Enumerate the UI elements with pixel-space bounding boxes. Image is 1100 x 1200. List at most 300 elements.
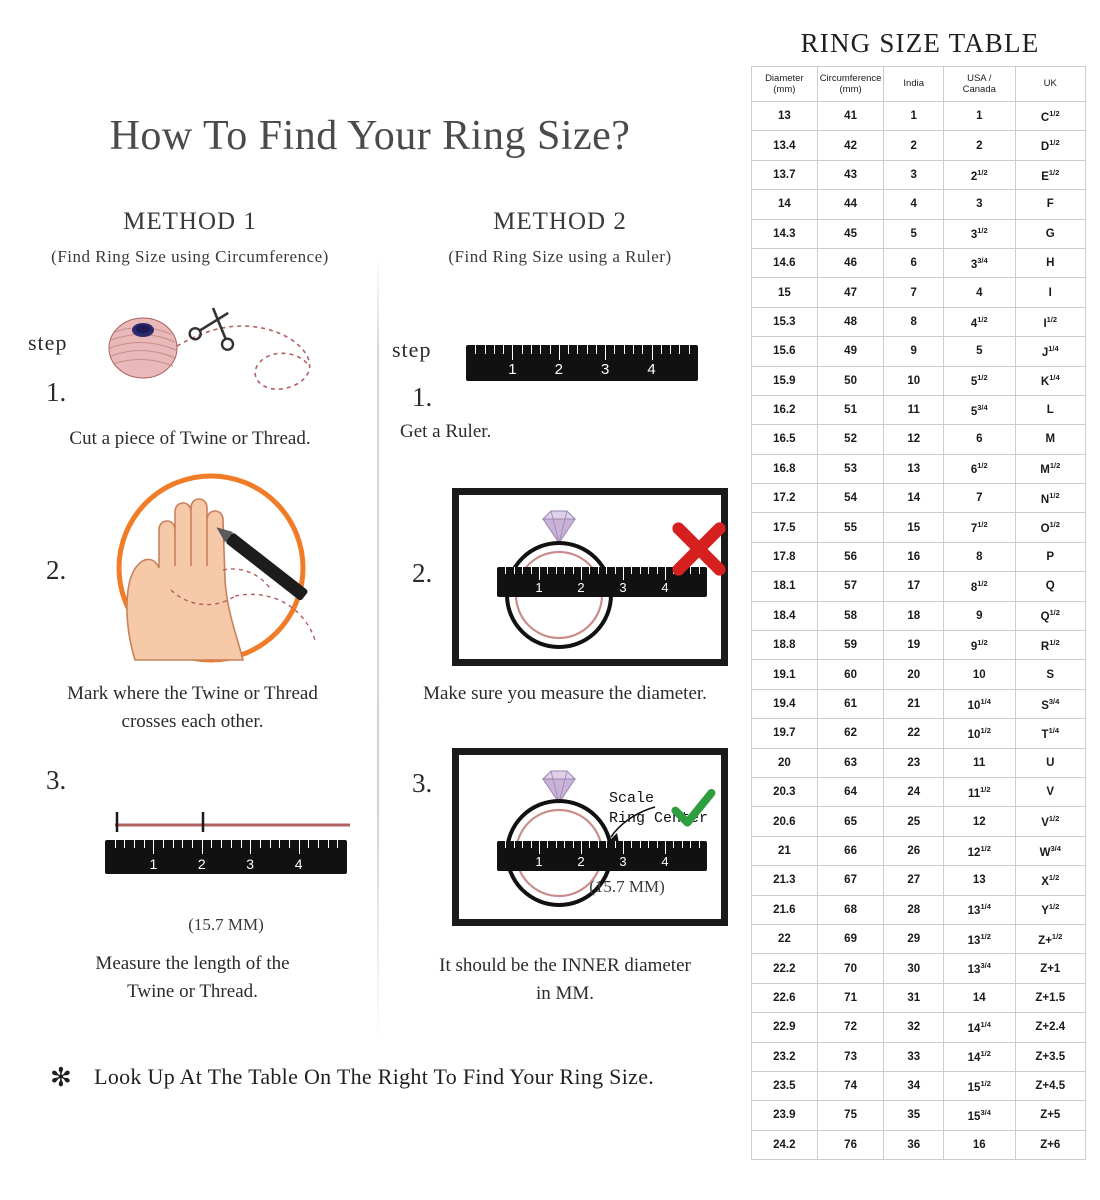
- ruler-tick: [153, 840, 154, 854]
- table-cell: 57: [817, 572, 884, 601]
- ruler-number: 3: [619, 579, 627, 595]
- table-row: [752, 1013, 1086, 1042]
- table-cell: 71: [817, 983, 884, 1012]
- table-cell: H: [1015, 248, 1085, 277]
- table-row: [752, 572, 1086, 601]
- table-cell: 6: [944, 425, 1016, 454]
- table-cell: $4^{1/2}$: [944, 307, 1016, 336]
- ruler-number: 1: [508, 361, 517, 379]
- table-cell: 22.9: [752, 1013, 818, 1042]
- table-cell: 18.8: [752, 631, 818, 660]
- ruler-tick: [690, 841, 691, 848]
- table-header-row: [752, 67, 1086, 102]
- table-cell: 74: [817, 1071, 884, 1100]
- ruler-number: 3: [246, 855, 255, 872]
- ruler-tick: [657, 567, 658, 574]
- table-cell: 8: [884, 307, 944, 336]
- ruler-tick: [652, 345, 653, 360]
- ruler-tick: [250, 840, 251, 854]
- table-cell: $10^{1/4}$: [944, 689, 1016, 718]
- ruler-tick: [682, 841, 683, 848]
- table-cell: 21: [884, 689, 944, 718]
- ruler-tick: [614, 345, 615, 354]
- method-1-step-word: step: [28, 330, 68, 355]
- ruler-tick: [581, 567, 582, 580]
- method-2-step-2-figure: [452, 488, 728, 666]
- ruler-tick: [615, 567, 616, 574]
- footnote-text: Look Up At The Table On The Right To Find Your Ring Size.: [94, 1064, 655, 1089]
- table-cell: 15: [752, 278, 818, 307]
- table-cell: 3: [884, 160, 944, 189]
- ruler-tick: [514, 567, 515, 574]
- method-1-step-3-line1: Measure the length of the: [95, 953, 290, 974]
- table-cell: 22.6: [752, 983, 818, 1012]
- ruler-number: 2: [577, 579, 585, 595]
- table-body: [752, 102, 1086, 1160]
- ruler-tick: [124, 840, 125, 848]
- table-cell: 10: [944, 660, 1016, 689]
- table-cell: 7: [884, 278, 944, 307]
- table-cell: 17: [884, 572, 944, 601]
- table-cell: 21.6: [752, 895, 818, 924]
- ruler-tick: [657, 841, 658, 848]
- ruler-tick: [648, 567, 649, 574]
- table-cell: 20.6: [752, 807, 818, 836]
- ruler-method-1-step-3: [105, 840, 347, 874]
- table-cell: 21: [752, 836, 818, 865]
- ruler-tick: [556, 841, 557, 848]
- ruler-tick: [522, 567, 523, 574]
- ruler-tick: [221, 840, 222, 848]
- table-cell: 20: [752, 748, 818, 777]
- ruler-tick: [615, 841, 616, 848]
- table-cell: 18.1: [752, 572, 818, 601]
- hand-measuring-illustration: [75, 470, 375, 670]
- footnote: [50, 1063, 740, 1093]
- ruler-tick: [673, 841, 674, 848]
- table-cell: 20.3: [752, 777, 818, 806]
- method-2-step-2-number: 2.: [412, 558, 433, 588]
- table-cell: 53: [817, 454, 884, 483]
- ruler-tick: [598, 841, 599, 848]
- table-cell: 19: [884, 631, 944, 660]
- ruler-number: 1: [535, 579, 543, 595]
- table-row: [752, 425, 1086, 454]
- table-row: [752, 513, 1086, 542]
- table-cell: 6: [884, 248, 944, 277]
- ruler-tick: [539, 567, 540, 580]
- table-cell: $Y^{1/2}$: [1015, 895, 1085, 924]
- table-column-header: India: [884, 67, 944, 102]
- ruler-tick: [115, 840, 116, 848]
- table-cell: 50: [817, 366, 884, 395]
- table-cell: 60: [817, 660, 884, 689]
- ruler-tick: [289, 840, 290, 848]
- table-cell: 4: [884, 190, 944, 219]
- table-cell: 66: [817, 836, 884, 865]
- ruler-tick: [665, 841, 666, 854]
- table-cell: 19.1: [752, 660, 818, 689]
- table-row: [752, 1101, 1086, 1130]
- table-cell: $3^{1/2}$: [944, 219, 1016, 248]
- table-cell: $O^{1/2}$: [1015, 513, 1085, 542]
- method-2-step-3-figure: [452, 748, 728, 926]
- table-cell: $3^{3/4}$: [944, 248, 1016, 277]
- table-row: [752, 102, 1086, 131]
- scale-label-line1: Scale: [609, 790, 655, 807]
- table-cell: 15.3: [752, 307, 818, 336]
- method-1-step-3-caption: [20, 950, 365, 1005]
- table-cell: 23.5: [752, 1071, 818, 1100]
- table-cell: 46: [817, 248, 884, 277]
- table-row: [752, 160, 1086, 189]
- table-cell: $11^{1/2}$: [944, 777, 1016, 806]
- table-cell: 48: [817, 307, 884, 336]
- ruler-tick: [606, 841, 607, 848]
- cross-mark-icon: [671, 521, 727, 577]
- table-cell: 13.7: [752, 160, 818, 189]
- method-2-step-1-number: 1.: [412, 382, 433, 412]
- ruler-tick: [631, 567, 632, 574]
- ruler-tick: [642, 345, 643, 354]
- table-cell: 68: [817, 895, 884, 924]
- ruler-tick: [505, 567, 506, 574]
- method-2-title: METHOD 2: [493, 208, 627, 235]
- table-cell: 33: [884, 1042, 944, 1071]
- gem-icon: [543, 771, 575, 803]
- table-cell: 15: [884, 513, 944, 542]
- ruler-tick: [503, 345, 504, 354]
- ruler-method-2-step-3: [497, 841, 707, 871]
- table-column-header: Circumference (mm): [817, 67, 884, 102]
- table-row: [752, 248, 1086, 277]
- table-cell: 1: [944, 102, 1016, 131]
- table-cell: 12: [944, 807, 1016, 836]
- ring-size-table-panel: [740, 0, 1100, 1200]
- table-column-header: Diameter (mm): [752, 67, 818, 102]
- method-1-measure-value: (15.7 MM): [188, 915, 264, 934]
- ruler-tick: [531, 567, 532, 574]
- table-cell: 17.8: [752, 542, 818, 571]
- table-cell: 47: [817, 278, 884, 307]
- ruler-number: 1: [149, 855, 158, 872]
- ruler-tick: [241, 840, 242, 848]
- ruler-tick: [531, 841, 532, 848]
- table-cell: $S^{3/4}$: [1015, 689, 1085, 718]
- ruler-tick: [475, 345, 476, 354]
- table-row: [752, 719, 1086, 748]
- table-cell: Z+5: [1015, 1101, 1085, 1130]
- table-cell: 32: [884, 1013, 944, 1042]
- table-cell: $E^{1/2}$: [1015, 160, 1085, 189]
- table-cell: 16.5: [752, 425, 818, 454]
- ruler-tick: [577, 345, 578, 354]
- table-cell: 51: [817, 395, 884, 424]
- ruler-number: 4: [661, 579, 669, 595]
- table-cell: $13^{3/4}$: [944, 954, 1016, 983]
- table-cell: 34: [884, 1071, 944, 1100]
- table-cell: 65: [817, 807, 884, 836]
- method-1-step-2-caption: [20, 680, 365, 735]
- asterisk-icon: ✻: [50, 1063, 73, 1092]
- method-2-header: [380, 208, 740, 267]
- table-cell: 15.6: [752, 337, 818, 366]
- table-cell: $15^{3/4}$: [944, 1101, 1016, 1130]
- table-cell: 13: [884, 454, 944, 483]
- table-cell: Z+6: [1015, 1130, 1085, 1159]
- table-cell: 17.5: [752, 513, 818, 542]
- table-cell: 1: [884, 102, 944, 131]
- table-row: [752, 366, 1086, 395]
- ruler-tick: [689, 345, 690, 354]
- ruler-tick: [231, 840, 232, 848]
- table-cell: 20: [884, 660, 944, 689]
- ruler-tick: [581, 841, 582, 854]
- table-cell: 11: [884, 395, 944, 424]
- table-cell: $7^{1/2}$: [944, 513, 1016, 542]
- table-cell: $2^{1/2}$: [944, 160, 1016, 189]
- table-cell: $12^{1/2}$: [944, 836, 1016, 865]
- table-cell: 61: [817, 689, 884, 718]
- table-cell: 45: [817, 219, 884, 248]
- table-cell: 54: [817, 484, 884, 513]
- ruler-tick: [270, 840, 271, 848]
- ruler-tick: [559, 345, 560, 360]
- method-1-step-2-number: 2.: [46, 555, 67, 585]
- ruler-tick: [514, 841, 515, 848]
- table-cell: $X^{1/2}$: [1015, 866, 1085, 895]
- method-1-step-1-caption: Cut a piece of Twine or Thread.: [69, 428, 311, 449]
- ruler-tick: [211, 840, 212, 848]
- ruler-tick: [699, 841, 700, 848]
- ruler-tick: [522, 841, 523, 848]
- ruler-tick: [589, 567, 590, 574]
- table-cell: 4: [944, 278, 1016, 307]
- table-cell: 18: [884, 601, 944, 630]
- table-cell: 44: [817, 190, 884, 219]
- table-header: [752, 67, 1086, 102]
- table-row: [752, 278, 1086, 307]
- ruler-tick: [623, 841, 624, 854]
- twine-and-scissors-illustration: [95, 300, 365, 395]
- ruler-number: 3: [619, 853, 627, 869]
- table-cell: 11: [944, 748, 1016, 777]
- table-cell: 14.3: [752, 219, 818, 248]
- table-row: [752, 807, 1086, 836]
- table-cell: 31: [884, 983, 944, 1012]
- table-cell: $8^{1/2}$: [944, 572, 1016, 601]
- table-cell: G: [1015, 219, 1085, 248]
- table-cell: $14^{1/2}$: [944, 1042, 1016, 1071]
- ruler-tick: [633, 345, 634, 354]
- table-cell: $9^{1/2}$: [944, 631, 1016, 660]
- method-1-subtitle: (Find Ring Size using Circumference): [51, 247, 329, 266]
- method-2-step-2-caption: Make sure you measure the diameter.: [423, 683, 707, 704]
- table-row: [752, 395, 1086, 424]
- table-cell: $R^{1/2}$: [1015, 631, 1085, 660]
- table-cell: S: [1015, 660, 1085, 689]
- table-row: [752, 131, 1086, 160]
- ruler-tick: [494, 345, 495, 354]
- table-cell: 59: [817, 631, 884, 660]
- table-cell: P: [1015, 542, 1085, 571]
- ring-size-table: [751, 66, 1086, 1160]
- table-row: [752, 454, 1086, 483]
- table-cell: 26: [884, 836, 944, 865]
- table-cell: 28: [884, 895, 944, 924]
- table-cell: Z+3.5: [1015, 1042, 1085, 1071]
- ruler-tick: [573, 567, 574, 574]
- table-cell: 64: [817, 777, 884, 806]
- ruler-tick: [485, 345, 486, 354]
- table-column-header: USA / Canada: [944, 67, 1016, 102]
- ruler-tick: [308, 840, 309, 848]
- table-row: [752, 866, 1086, 895]
- table-cell: 23.2: [752, 1042, 818, 1071]
- ruler-tick: [163, 840, 164, 848]
- ruler-tick: [260, 840, 261, 848]
- gem-icon: [543, 511, 575, 543]
- table-cell: 2: [944, 131, 1016, 160]
- table-cell: M: [1015, 425, 1085, 454]
- scale-label-line2: Ring Center: [609, 810, 709, 828]
- table-cell: Z+1.5: [1015, 983, 1085, 1012]
- ruler-tick: [631, 841, 632, 848]
- table-cell: 14: [884, 484, 944, 513]
- ruler-tick: [547, 841, 548, 848]
- method-2-step-word: step: [392, 337, 432, 362]
- ruler-number: 2: [577, 853, 585, 869]
- table-row: [752, 660, 1086, 689]
- table-cell: 23: [884, 748, 944, 777]
- check-mark-icon: [669, 785, 717, 833]
- ruler-tick: [598, 567, 599, 574]
- method-2-measure-value: (15.7 MM): [589, 877, 665, 896]
- table-cell: $M^{1/2}$: [1015, 454, 1085, 483]
- table-cell: 62: [817, 719, 884, 748]
- method-2-step-3-line2: in MM.: [535, 982, 595, 1004]
- table-cell: $V^{1/2}$: [1015, 807, 1085, 836]
- table-row: [752, 836, 1086, 865]
- table-cell: $13^{1/4}$: [944, 895, 1016, 924]
- table-cell: $J^{1/4}$: [1015, 337, 1085, 366]
- ruler-tick: [605, 345, 606, 360]
- table-cell: U: [1015, 748, 1085, 777]
- table-cell: 22: [752, 924, 818, 953]
- table-row: [752, 601, 1086, 630]
- table-row: [752, 777, 1086, 806]
- table-cell: 17.2: [752, 484, 818, 513]
- table-cell: 24.2: [752, 1130, 818, 1159]
- ruler-tick: [640, 841, 641, 848]
- table-cell: 25: [884, 807, 944, 836]
- table-cell: $5^{1/2}$: [944, 366, 1016, 395]
- ruler-tick: [522, 345, 523, 354]
- ruler-number: 4: [294, 855, 303, 872]
- table-cell: 16: [944, 1130, 1016, 1159]
- table-row: [752, 1130, 1086, 1159]
- table-cell: 5: [884, 219, 944, 248]
- table-cell: 27: [884, 866, 944, 895]
- table-row: [752, 219, 1086, 248]
- table-cell: 72: [817, 1013, 884, 1042]
- ruler-tick: [573, 841, 574, 848]
- ruler-tick: [318, 840, 319, 848]
- table-cell: $5^{3/4}$: [944, 395, 1016, 424]
- ruler-tick: [568, 345, 569, 354]
- ruler-tick: [564, 567, 565, 574]
- table-cell: 14: [752, 190, 818, 219]
- table-cell: Z+$^{1/2}$: [1015, 924, 1085, 953]
- table-cell: 35: [884, 1101, 944, 1130]
- table-row: [752, 307, 1086, 336]
- table-row: [752, 924, 1086, 953]
- ruler-tick: [564, 841, 565, 848]
- table-cell: 58: [817, 601, 884, 630]
- method-1-step-2-line1: Mark where the Twine or Thread: [67, 683, 318, 704]
- ruler-tick: [679, 345, 680, 354]
- table-cell: 8: [944, 542, 1016, 571]
- ruler-method-2-step-1: [466, 345, 698, 381]
- table-cell: Z+2.4: [1015, 1013, 1085, 1042]
- table-cell: $15^{1/2}$: [944, 1071, 1016, 1100]
- table-cell: 49: [817, 337, 884, 366]
- table-cell: $D^{1/2}$: [1015, 131, 1085, 160]
- ruler-number: 4: [647, 361, 656, 379]
- ruler-tick: [606, 567, 607, 574]
- ruler-tick: [596, 345, 597, 354]
- method-1-title: METHOD 1: [123, 208, 257, 235]
- table-cell: 36: [884, 1130, 944, 1159]
- table-row: [752, 631, 1086, 660]
- method-2-step-3-line1: It should be the INNER diameter: [439, 955, 691, 976]
- table-cell: 5: [944, 337, 1016, 366]
- table-cell: 16: [884, 542, 944, 571]
- table-cell: 14.6: [752, 248, 818, 277]
- table-cell: 52: [817, 425, 884, 454]
- ruler-number: 1: [535, 853, 543, 869]
- table-cell: Z+4.5: [1015, 1071, 1085, 1100]
- table-cell: 3: [944, 190, 1016, 219]
- table-row: [752, 1071, 1086, 1100]
- ruler-tick: [512, 345, 513, 360]
- table-row: [752, 748, 1086, 777]
- table-cell: 69: [817, 924, 884, 953]
- table-column-header: UK: [1015, 67, 1085, 102]
- ruler-tick: [144, 840, 145, 848]
- table-cell: 18.4: [752, 601, 818, 630]
- table-cell: $K^{1/4}$: [1015, 366, 1085, 395]
- table-cell: 13.4: [752, 131, 818, 160]
- table-cell: 43: [817, 160, 884, 189]
- table-cell: 75: [817, 1101, 884, 1130]
- ruler-tick: [640, 567, 641, 574]
- vertical-divider: [377, 255, 379, 1045]
- table-cell: 13: [752, 102, 818, 131]
- table-cell: Z+1: [1015, 954, 1085, 983]
- table-cell: $13^{1/2}$: [944, 924, 1016, 953]
- table-cell: $I^{1/2}$: [1015, 307, 1085, 336]
- table-row: [752, 484, 1086, 513]
- table-cell: 19.7: [752, 719, 818, 748]
- table-cell: $T^{1/4}$: [1015, 719, 1085, 748]
- table-cell: $W^{3/4}$: [1015, 836, 1085, 865]
- method-2-step-3-caption: [390, 952, 740, 1007]
- ruler-tick: [134, 840, 135, 848]
- table-row: [752, 190, 1086, 219]
- table-cell: 22: [884, 719, 944, 748]
- table-cell: 10: [884, 366, 944, 395]
